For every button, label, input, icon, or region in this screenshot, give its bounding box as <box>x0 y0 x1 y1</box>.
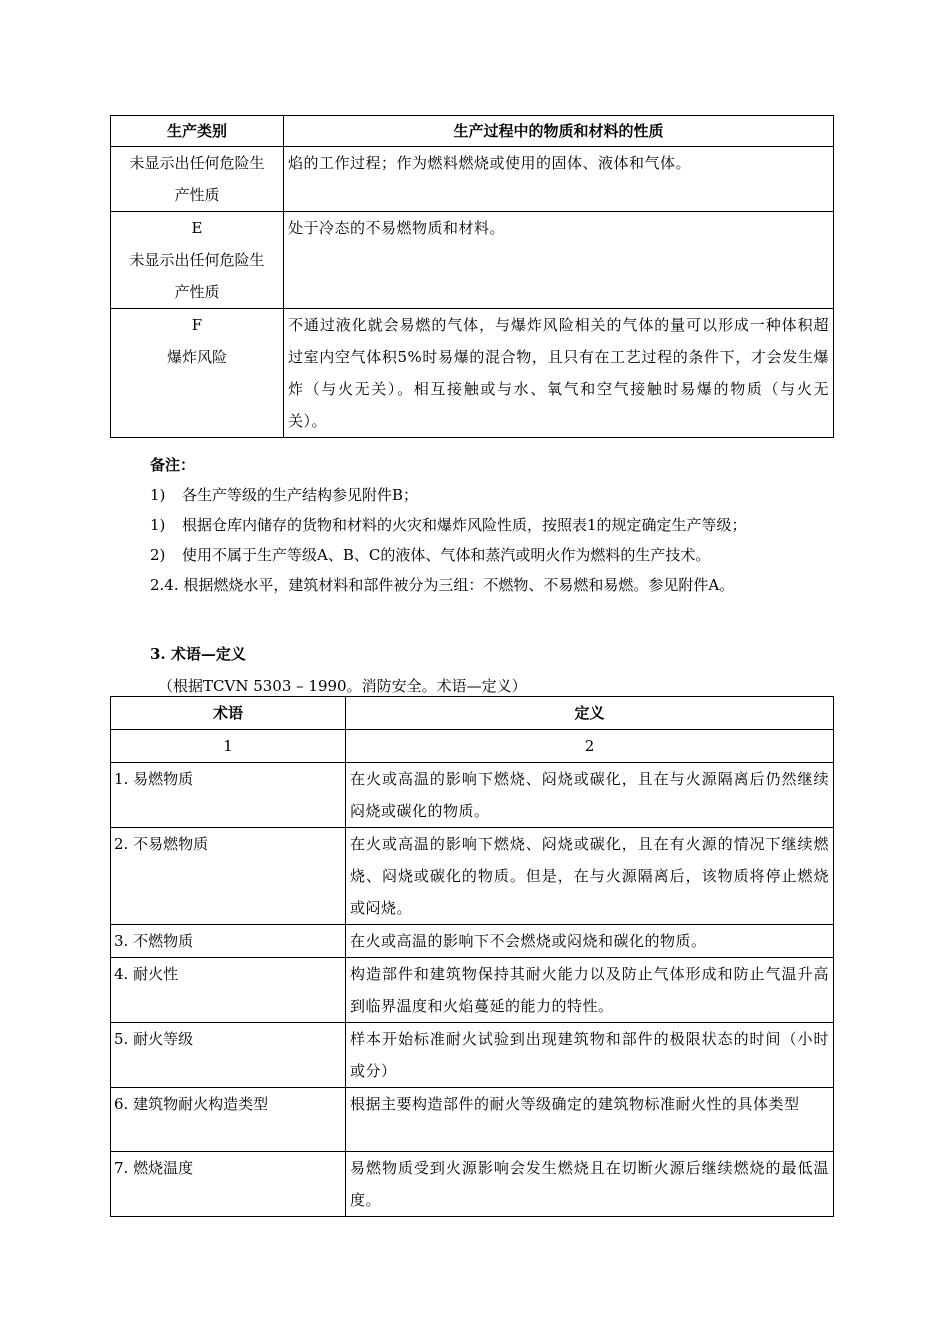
term-cell: 3. 不燃物质 <box>111 925 346 958</box>
table-row <box>111 828 834 925</box>
definition-cell: 样本开始标准耐火试验到出现建筑物和部件的极限状态的时间（小时或分） <box>346 1023 834 1088</box>
term-cell: 7. 燃烧温度 <box>111 1152 346 1217</box>
category-line: 产性质 <box>174 186 220 204</box>
definition-cell: 易燃物质受到火源影响会发生燃烧且在切断火源后继续燃烧的最低温度。 <box>346 1152 834 1217</box>
term-cell: 6. 建筑物耐火构造类型 <box>111 1088 346 1152</box>
notes-title: 备注： <box>150 456 196 474</box>
definition-cell: 在火或高温的影响下燃烧、闷烧或碳化，且在与火源隔离后仍然继续闷烧或碳化的物质。 <box>346 763 834 828</box>
properties-cell: 焰的工作过程；作为燃料燃烧或使用的固体、液体和气体。 <box>284 147 834 212</box>
paragraph-2-4: 2.4. 根据燃烧水平，建筑材料和部件被分为三组：不燃物、不易燃和易燃。参见附件A。 <box>150 576 735 594</box>
table-row <box>111 1088 834 1152</box>
category-line: F <box>191 316 203 334</box>
category-cell <box>111 147 284 212</box>
table-row <box>111 147 834 212</box>
category-line: 爆炸风险 <box>166 348 227 366</box>
note-text: 使用不属于生产等级A、B、C的液体、气体和蒸汽或明火作为燃料的生产技术。 <box>182 546 711 564</box>
category-line: 未显示出任何危险生 <box>129 251 265 269</box>
table-header-row <box>111 697 834 730</box>
note-text: 根据仓库内储存的货物和材料的火灾和爆炸风险性质，按照表1的规定确定生产等级； <box>182 516 747 534</box>
definition-cell: 在火或高温的影响下燃烧、闷烧或碳化，且在有火源的情况下继续燃烧、闷烧或碳化的物质。但是，在与火源隔离后，该物质将停止燃烧或闷烧。 <box>346 828 834 925</box>
term-cell: 2. 不易燃物质 <box>111 828 346 925</box>
production-category-table <box>110 115 834 438</box>
table-row <box>111 925 834 958</box>
definition-cell: 根据主要构造部件的耐火等级确定的建筑物标准耐火性的具体类型 <box>346 1088 834 1152</box>
definition-cell: 在火或高温的影响下不会燃烧或闷烧和碳化的物质。 <box>346 925 834 958</box>
note-text: 各生产等级的生产结构参见附件B； <box>182 486 419 504</box>
note-number: 2) <box>150 546 166 564</box>
term-cell: 5. 耐火等级 <box>111 1023 346 1088</box>
note-item <box>150 480 850 510</box>
note-number: 1) <box>150 486 166 504</box>
properties-cell: 不通过液化就会易燃的气体，与爆炸风险相关的气体的量可以形成一种体积超过室内空气体积5%时易爆的混合物，且只有在工艺过程的条件下，才会发生爆炸（与火无关）。相互接触或与水、氧气和空气接触时易爆的物质（与火无关）。 <box>284 309 834 438</box>
category-cell <box>111 212 284 309</box>
table-header-row <box>111 116 834 147</box>
column-number: 2 <box>346 730 834 763</box>
header-definition: 定义 <box>346 697 834 730</box>
header-category: 生产类别 <box>111 116 284 147</box>
header-term: 术语 <box>111 697 346 730</box>
table-row <box>111 212 834 309</box>
table-row <box>111 1023 834 1088</box>
note-item <box>150 540 850 570</box>
table-row <box>111 309 834 438</box>
category-cell <box>111 309 284 438</box>
notes-block <box>150 450 850 600</box>
category-line: E <box>191 219 203 237</box>
section-3-subtitle: （根据TCVN 5303 – 1990。消防安全。术语—定义） <box>158 677 527 695</box>
note-item <box>150 510 850 540</box>
table-row <box>111 958 834 1023</box>
note-number: 1) <box>150 516 166 534</box>
column-number: 1 <box>111 730 346 763</box>
table-row <box>111 763 834 828</box>
column-number-row <box>111 730 834 763</box>
category-line: 产性质 <box>174 283 220 301</box>
term-cell: 1. 易燃物质 <box>111 763 346 828</box>
header-properties: 生产过程中的物质和材料的性质 <box>284 116 834 147</box>
section-3-title: 3. 术语—定义 <box>150 645 246 663</box>
term-cell: 4. 耐火性 <box>111 958 346 1023</box>
category-line: 未显示出任何危险生 <box>129 154 265 172</box>
properties-cell: 处于冷态的不易燃物质和材料。 <box>284 212 834 309</box>
definition-cell: 构造部件和建筑物保持其耐火能力以及防止气体形成和防止气温升高到临界温度和火焰蔓延的能力的特性。 <box>346 958 834 1023</box>
terms-definitions-table <box>110 696 834 1217</box>
table-row <box>111 1152 834 1217</box>
